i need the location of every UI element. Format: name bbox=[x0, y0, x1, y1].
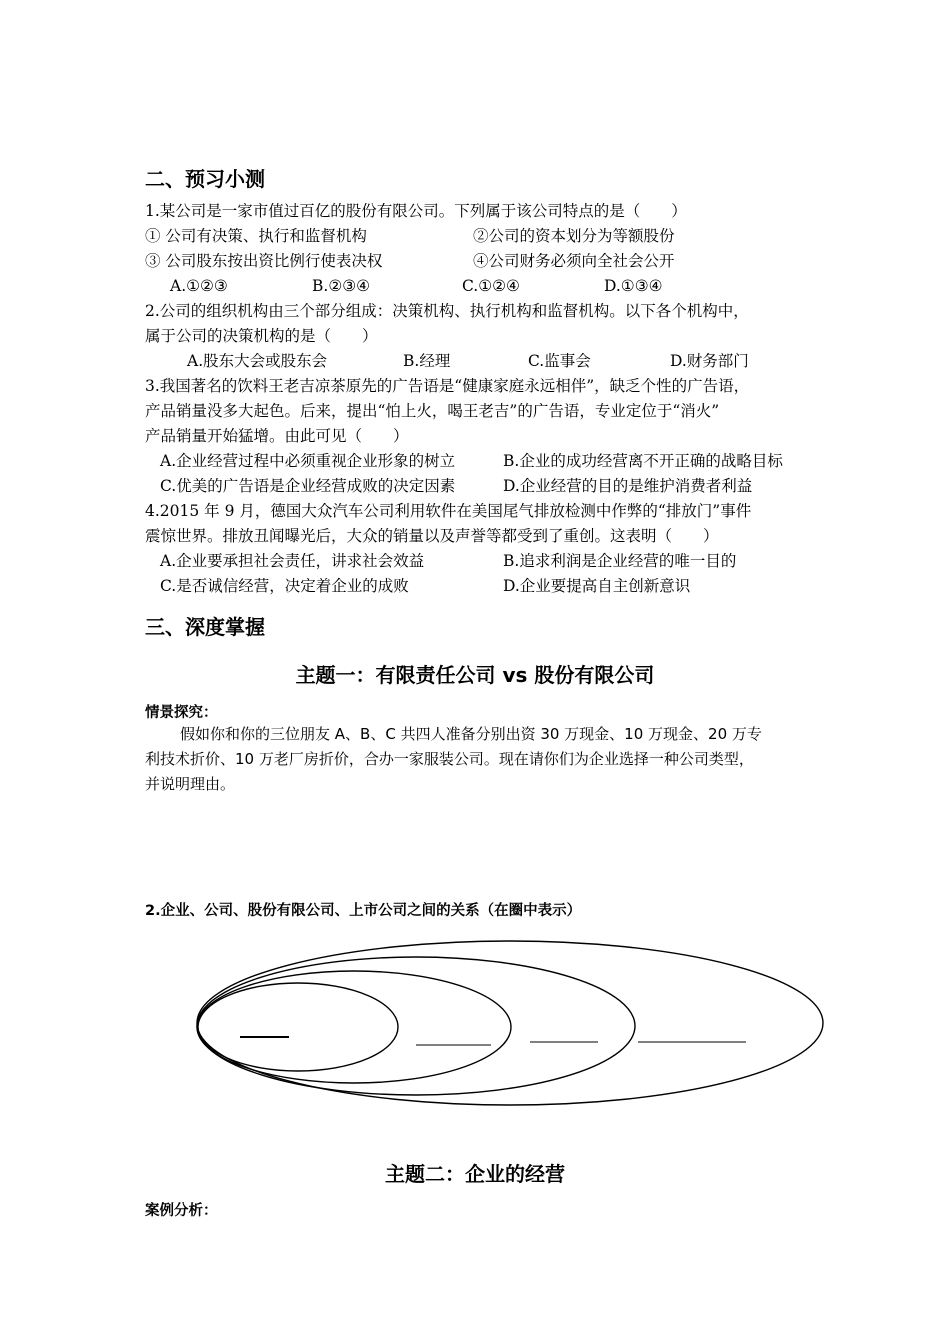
scenario-line-3: 并说明理由。 bbox=[145, 775, 236, 793]
question-3-line-2: 产品销量没多大起色。后来，提出“怕上火，喝王老吉”的广告语，专业定位于“消火” bbox=[145, 402, 720, 420]
relationship-question-title: 2.企业、公司、股份有限公司、上市公司之间的关系（在圈中表示） bbox=[145, 903, 582, 919]
scenario-label: 情景探究： bbox=[145, 705, 218, 721]
question-3-line-1: 3.我国著名的饮料王老吉凉茶原先的广告语是“健康家庭永远相伴”，缺乏个性的广告语， bbox=[145, 377, 750, 395]
scenario-line-2: 利技术折价、10 万老厂房折价，合办一家服装公司。现在请你们为企业选择一种公司类型， bbox=[145, 750, 754, 768]
question-2-option-d: D.财务部门 bbox=[670, 352, 749, 370]
question-1-option-c: C.①②④ bbox=[462, 277, 520, 295]
section-title-deep-mastery: 三、深度掌握 bbox=[145, 615, 265, 639]
question-4-option-d: D.企业要提高自主创新意识 bbox=[503, 577, 691, 595]
nested-circles-diagram bbox=[0, 930, 950, 1120]
inner-circle-listed-company bbox=[198, 983, 398, 1071]
question-3-option-a: A.企业经营过程中必须重视企业形象的树立 bbox=[160, 452, 456, 470]
question-2-option-c: C.监事会 bbox=[528, 352, 591, 370]
question-2-line-2: 属于公司的决策机构的是（ ） bbox=[145, 327, 378, 345]
question-1-statement-2: ②公司的资本划分为等额股份 bbox=[473, 227, 675, 245]
question-3-line-3: 产品销量开始猛增。由此可见（ ） bbox=[145, 427, 409, 445]
scenario-line-1: 假如你和你的三位朋友 A、B、C 共四人准备分别出资 30 万现金、10 万现金、20 万专 bbox=[180, 725, 762, 743]
question-4-option-b: B.追求利润是企业经营的唯一目的 bbox=[503, 552, 737, 570]
question-2-line-1: 2.公司的组织机构由三个部分组成：决策机构、执行机构和监督机构。以下各个机构中， bbox=[145, 302, 749, 320]
question-1-option-b: B.②③④ bbox=[312, 277, 371, 295]
circle-company bbox=[197, 957, 635, 1095]
question-4-line-1: 4.2015 年 9 月，德国大众汽车公司利用软件在美国尾气排放检测中作弊的“排放门”事件 bbox=[145, 502, 752, 520]
question-4-line-2: 震惊世界。排放丑闻曝光后，大众的销量以及声誉等都受到了重创。这表明（ ） bbox=[145, 527, 719, 545]
section-title-preview-quiz: 二、预习小测 bbox=[145, 167, 265, 191]
question-3-option-c: C.优美的广告语是企业经营成败的决定因素 bbox=[160, 477, 456, 495]
question-4-option-c: C.是否诚信经营，决定着企业的成败 bbox=[160, 577, 409, 595]
question-1-statement-3: ③ 公司股东按出资比例行使表决权 bbox=[145, 252, 383, 270]
question-3-option-b: B.企业的成功经营离不开正确的战略目标 bbox=[503, 452, 783, 470]
question-2-option-b: B.经理 bbox=[403, 352, 451, 370]
case-analysis-label: 案例分析： bbox=[145, 1203, 218, 1219]
question-1-statement-1: ① 公司有决策、执行和监督机构 bbox=[145, 227, 367, 245]
topic-2-title: 主题二：企业的经营 bbox=[385, 1162, 565, 1186]
question-4-option-a: A.企业要承担社会责任，讲求社会效益 bbox=[160, 552, 425, 570]
question-1-option-a: A.①②③ bbox=[170, 277, 228, 295]
question-1-stem: 1.某公司是一家市值过百亿的股份有限公司。下列属于该公司特点的是（ ） bbox=[145, 202, 687, 220]
question-2-option-a: A.股东大会或股东会 bbox=[187, 352, 328, 370]
question-3-option-d: D.企业经营的目的是维护消费者利益 bbox=[503, 477, 753, 495]
question-1-option-d: D.①③④ bbox=[604, 277, 663, 295]
topic-1-title: 主题一：有限责任公司 vs 股份有限公司 bbox=[295, 663, 655, 687]
question-1-statement-4: ④公司财务必须向全社会公开 bbox=[473, 252, 675, 270]
